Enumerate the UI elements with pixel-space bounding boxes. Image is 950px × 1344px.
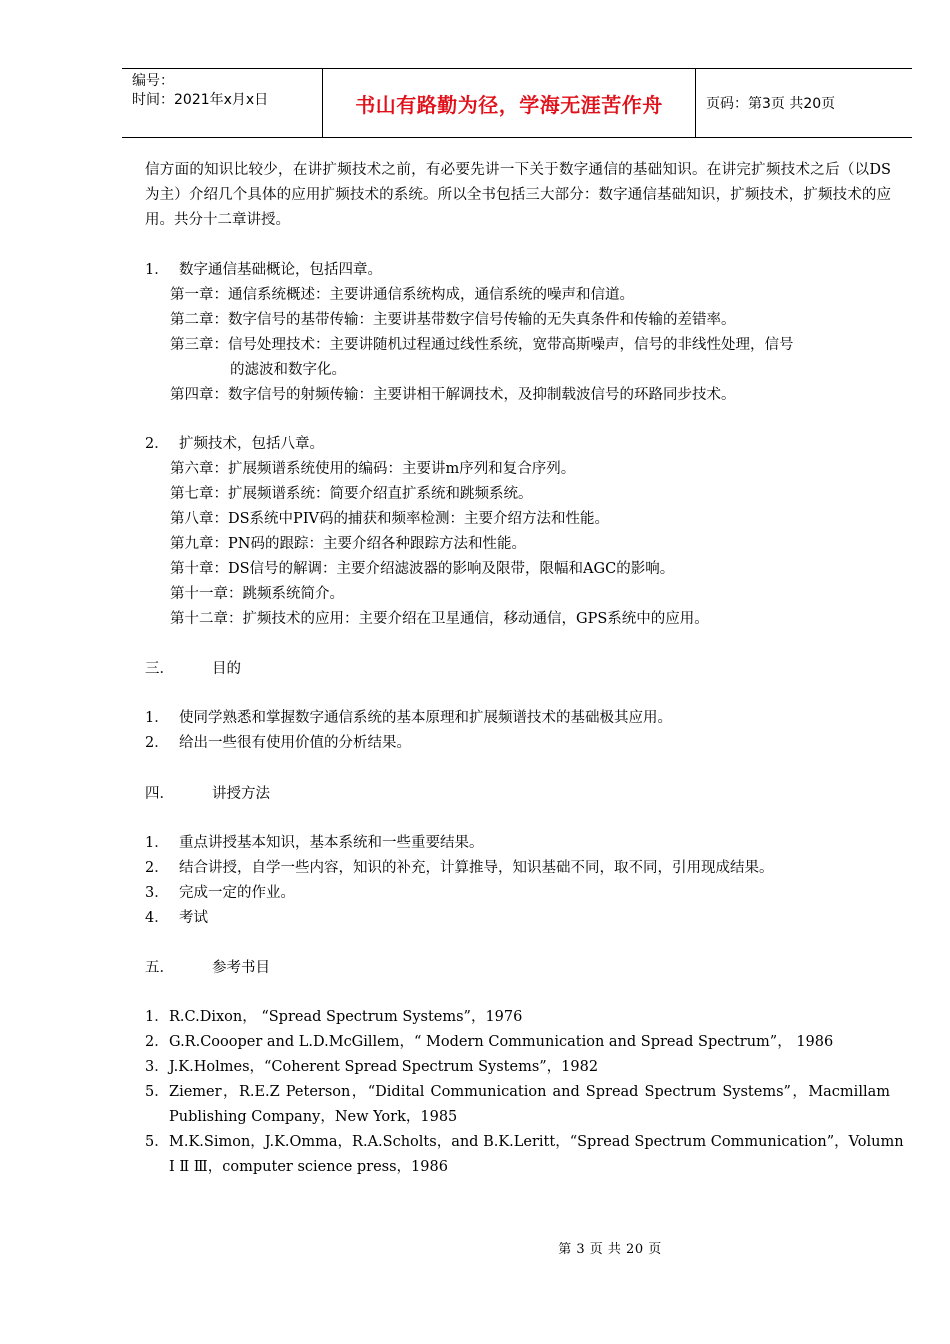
item-text: 给出一些很有使用价值的分析结果。 bbox=[179, 735, 411, 751]
section4-title: 讲授方法 bbox=[212, 786, 270, 802]
chapter-9: 第九章：PN码的跟踪：主要介绍各种跟踪方法和性能。 bbox=[170, 536, 526, 552]
item-text: 完成一定的作业。 bbox=[179, 885, 295, 901]
reference-continuation: Ⅰ Ⅱ Ⅲ，computer science press，1986 bbox=[169, 1159, 448, 1175]
section3-num: 三． bbox=[145, 661, 174, 677]
item-text: 考试 bbox=[179, 910, 208, 926]
ref-text: M.K.Simon，J.K.Omma，R.A.Scholts，and B.K.Leritt，“Spread Spectrum Communication”，Volumn bbox=[169, 1134, 904, 1150]
chapter-10: 第十章：DS信号的解调：主要介绍滤波器的影响及限带，限幅和AGC的影响。 bbox=[170, 561, 675, 577]
footer-page-number: 第 3 页 共 20 页 bbox=[558, 1242, 662, 1257]
list-item bbox=[145, 906, 208, 931]
chapter-1: 第一章：通信系统概述：主要讲通信系统构成，通信系统的噪声和信道。 bbox=[170, 287, 634, 303]
ref-text: J.K.Holmes，“Coherent Spread Spectrum Systems”，1982 bbox=[169, 1059, 599, 1075]
item-num: 2． bbox=[145, 735, 169, 751]
time-label: 时间：2021年x月x日 bbox=[132, 92, 269, 108]
part1-heading bbox=[145, 258, 382, 283]
section3-title: 目的 bbox=[212, 661, 241, 677]
intro-paragraph: 信方面的知识比较少，在讲扩频技术之前，有必要先讲一下关于数字通信的基础知识。在讲完扩频技术之后（以DS为主）介绍几个具体的应用扩频技术的系统。所以全书包括三大部分：数字通信基础知识，扩频技术，扩频技术的应用。共分十二章讲授。 bbox=[145, 162, 891, 228]
ref-text: Ziemer，R.E.Z Peterson，“Didital Communication and Spread Spectrum Systems”，Macmillam bbox=[169, 1084, 890, 1100]
number-label: 编号： bbox=[132, 73, 174, 89]
reference-item bbox=[145, 1005, 522, 1030]
ref-num: 5． bbox=[145, 1134, 169, 1150]
reference-item bbox=[145, 1055, 598, 1080]
item-num: 4． bbox=[145, 910, 169, 926]
item-text: 使同学熟悉和掌握数字通信系统的基本原理和扩展频谱技术的基础极其应用。 bbox=[179, 710, 672, 726]
part1-num: 1． bbox=[145, 262, 169, 278]
chapter-12: 第十二章：扩频技术的应用：主要介绍在卫星通信，移动通信，GPS系统中的应用。 bbox=[170, 611, 709, 627]
list-item bbox=[145, 831, 484, 856]
section4-heading bbox=[145, 782, 270, 807]
header-meta-cell bbox=[122, 69, 323, 137]
ref-num: 1． bbox=[145, 1009, 169, 1025]
section5-heading bbox=[145, 956, 270, 981]
page-header bbox=[122, 68, 912, 138]
page-footer bbox=[0, 1238, 950, 1257]
item-text: 重点讲授基本知识，基本系统和一些重要结果。 bbox=[179, 835, 484, 851]
reference-continuation: Publishing Company，New York，1985 bbox=[169, 1109, 458, 1125]
chapter-3-line2: 的滤波和数字化。 bbox=[230, 362, 346, 378]
motto: 书山有路勤为径，学海无涯苦作舟 bbox=[355, 92, 663, 117]
ref-text: G.R.Coooper and L.D.McGillem，“ Modern Communication and Spread Spectrum”， 1986 bbox=[169, 1034, 834, 1050]
list-item bbox=[145, 731, 411, 756]
ref-text: R.C.Dixon， “Spread Spectrum Systems”，1976 bbox=[169, 1009, 523, 1025]
header-motto-cell bbox=[323, 69, 696, 137]
part2-num: 2． bbox=[145, 436, 169, 452]
chapter-11: 第十一章：跳频系统简介。 bbox=[170, 586, 344, 602]
list-item bbox=[145, 881, 295, 906]
item-num: 2． bbox=[145, 860, 169, 876]
chapter-8: 第八章：DS系统中PIV码的捕获和频率检测：主要介绍方法和性能。 bbox=[170, 511, 610, 527]
reference-item bbox=[145, 1130, 904, 1155]
item-num: 1． bbox=[145, 710, 169, 726]
item-num: 3． bbox=[145, 885, 169, 901]
chapter-7: 第七章：扩展频谱系统：简要介绍直扩系统和跳频系统。 bbox=[170, 486, 533, 502]
reference-item bbox=[145, 1080, 890, 1105]
section4-num: 四． bbox=[145, 786, 174, 802]
chapter-4: 第四章：数字信号的射频传输：主要讲相干解调技术，及抑制载波信号的环路同步技术。 bbox=[170, 387, 736, 403]
section5-num: 五． bbox=[145, 960, 174, 976]
section5-title: 参考书目 bbox=[212, 960, 270, 976]
chapter-2: 第二章：数字信号的基带传输：主要讲基带数字信号传输的无失真条件和传输的差错率。 bbox=[170, 312, 736, 328]
page-label: 页码：第3页 共20页 bbox=[706, 96, 836, 112]
ref-num: 3． bbox=[145, 1059, 169, 1075]
reference-item bbox=[145, 1030, 833, 1055]
part1-title: 数字通信基础概论，包括四章。 bbox=[179, 262, 382, 278]
section3-heading bbox=[145, 657, 241, 682]
item-text: 结合讲授，自学一些内容，知识的补充，计算推导，知识基础不同，取不同，引用现成结果。 bbox=[179, 860, 774, 876]
chapter-3-line1: 第三章：信号处理技术：主要讲随机过程通过线性系统，宽带高斯噪声，信号的非线性处理，信号 bbox=[170, 337, 794, 353]
list-item bbox=[145, 856, 774, 881]
part2-title: 扩频技术，包括八章。 bbox=[179, 436, 324, 452]
chapter-6: 第六章：扩展频谱系统使用的编码：主要讲m序列和复合序列。 bbox=[170, 461, 576, 477]
list-item bbox=[145, 706, 672, 731]
part2-heading bbox=[145, 432, 324, 457]
ref-num: 5． bbox=[145, 1084, 169, 1100]
item-num: 1． bbox=[145, 835, 169, 851]
ref-num: 2． bbox=[145, 1034, 169, 1050]
